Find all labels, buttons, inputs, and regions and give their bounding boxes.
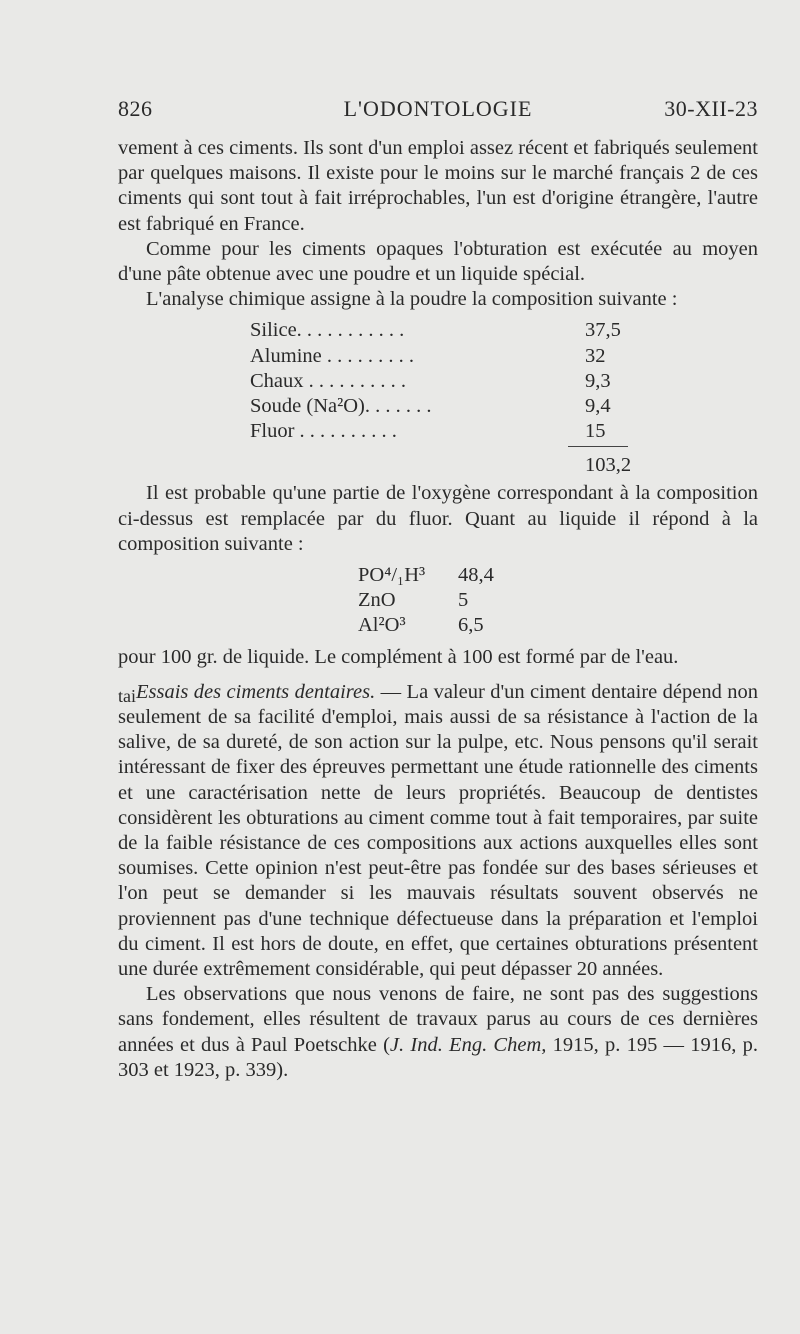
row-label: Soude (Na²O). . . . . . .: [250, 394, 432, 417]
table-row: [250, 419, 640, 444]
paragraph-4: Il est probable qu'une partie de l'oxygène correspondant à la composition ci-dessus est remplacée par du fluor. Quant au liquide il répond à la composition suivante :: [118, 482, 758, 555]
margin-marker: tai: [118, 685, 136, 706]
body-text: [118, 136, 758, 1083]
row-value: 9,3: [585, 369, 611, 392]
paragraph-7: [118, 982, 758, 1083]
row-label: Alumine . . . . . . . . .: [250, 344, 414, 367]
section-heading: Essais des ciments dentaires.: [136, 680, 376, 703]
row-value: 48,4: [458, 563, 494, 586]
row-value: 37,5: [585, 319, 621, 342]
paragraph-3: L'analyse chimique assigne à la poudre la composition suivante :: [146, 288, 678, 311]
row-label: ZnO: [358, 589, 396, 612]
liquid-composition-table: [358, 563, 558, 639]
row-value: 6,5: [458, 614, 484, 637]
table-total: 103,2: [585, 454, 632, 477]
row-value: 5: [458, 589, 469, 612]
paragraph-5: pour 100 gr. de liquide. Le complément à 100 est formé par de l'eau.: [118, 645, 679, 668]
row-value: 15: [585, 420, 606, 443]
row-label: Chaux . . . . . . . . . .: [250, 369, 407, 392]
table-row: [250, 394, 640, 419]
paragraph-7-text: Les observations que nous venons de faire, ne sont pas des suggestions sans fondement, elles résultent de travaux parus au cours de ces dernières années et dus à Paul Poetschke (: [118, 983, 758, 1056]
table-row: [250, 369, 640, 394]
issue-date: 30-XII-23: [664, 96, 758, 121]
journal-title: L'ODONTOLOGIE: [343, 96, 533, 121]
page-number: 826: [118, 96, 153, 121]
paragraph-1: vement à ces ciments. Ils sont d'un emploi assez récent et fabriqués seulement par quelques maisons. Il existe pour le moins sur le marché français 2 de ces ciments qui sont tout à fait irréprochables, l'un est d'origine étrangère, l'autre est fabriqué en France.: [118, 137, 758, 235]
paragraph-7-end: 1915, p. 195 — 1916, p. 303 et 1923, p. 339).: [118, 1033, 759, 1081]
sum-rule: [568, 446, 628, 447]
row-value: 32: [585, 344, 606, 367]
row-value: 9,4: [585, 394, 611, 417]
row-label: Silice. . . . . . . . . . .: [250, 319, 405, 342]
table-row: [358, 588, 558, 613]
table-row: [250, 318, 640, 343]
powder-composition-table: [250, 318, 640, 481]
paragraph-6: [118, 680, 758, 982]
journal-reference: J. Ind. Eng. Chem,: [389, 1033, 547, 1056]
row-label: Al²O³: [358, 614, 406, 637]
paragraph-2: Comme pour les ciments opaques l'obturation est exécutée au moyen d'une pâte obtenue avec une poudre et un liquide spécial.: [118, 237, 758, 286]
table-row: [358, 563, 558, 588]
paragraph-6-text: — La valeur d'un ciment dentaire dépend non seulement de sa facilité d'emploi, mais aussi de sa résistance à l'action de la salive, de sa dureté, de son action sur la pulpe, etc. Nous pensons qu'il serait intéressant de fixer des épreuves permettant une étude rationnelle des ciments et une caractérisation nette de leurs propriétés. Beaucoup de dentistes considèrent les obturations au ciment comme tout à fait temporaires, par suite de la faible résistance de ces compositions aux actions auxquelles elles sont soumises. Cette opinion n'est peut-être pas fondée sur des bases sérieuses et l'on peut se demander si les mauvais résultats souvent observés ne proviennent pas d'une technique défectueuse dans la préparation et l'emploi du ciment. Il est hors de doute, en effet, que certaines obturations présentent une durée extrêmement considérable, qui peut dépasser 20 années.: [118, 680, 759, 980]
row-label: Fluor . . . . . . . . . .: [250, 420, 397, 443]
table-row: [358, 613, 558, 638]
row-label: PO⁴/₁H³: [358, 563, 426, 586]
running-header: [118, 96, 758, 126]
table-row: [250, 344, 640, 369]
